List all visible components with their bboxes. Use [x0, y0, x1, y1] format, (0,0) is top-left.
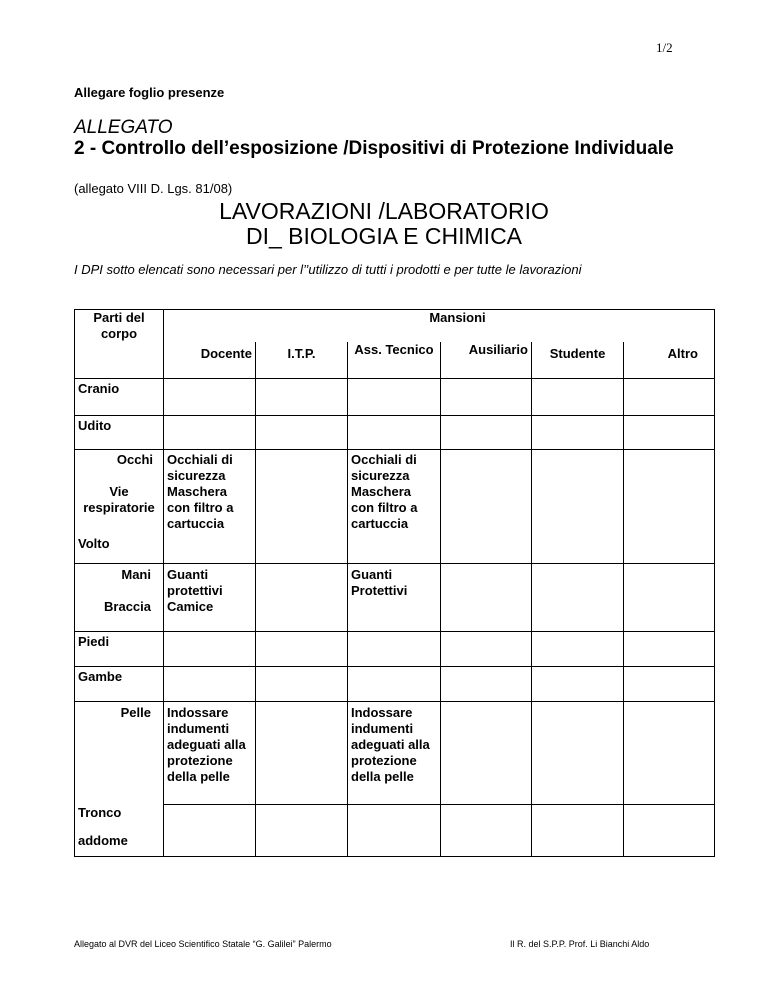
docente-dpi-occhi-vie: Occhiali di sicurezza Maschera con filtro a cartuccia: [164, 449, 256, 532]
ass-dpi-mani: Guanti Protettivi: [348, 564, 441, 632]
header-docente: Docente: [164, 342, 256, 378]
docente-dpi-mani-braccia: Guanti protettivi Camice: [164, 564, 256, 632]
row-label-volto: Volto: [75, 532, 164, 564]
intro-note: I DPI sotto elencati sono necessari per l’’utilizzo di tutti i prodotti e per tutte le lavorazioni: [74, 262, 582, 277]
header-body-parts: Parti del corpo: [75, 310, 164, 343]
row-label-braccia: Braccia: [104, 599, 151, 614]
row-label-piedi: Piedi: [75, 632, 164, 667]
ass-dpi-occhi-vie: Occhiali di sicurezza Maschera con filtro a cartuccia: [348, 449, 441, 532]
header-itp: I.T.P.: [256, 342, 348, 378]
law-reference: (allegato VIII D. Lgs. 81/08): [74, 181, 233, 196]
row-label-pelle: Pelle: [75, 702, 164, 805]
ass-dpi-pelle: Indossare indumenti adeguati alla protezione della pelle: [348, 702, 441, 805]
header-studente: Studente: [532, 342, 624, 378]
header-ausiliario: Ausiliario: [441, 342, 532, 378]
footer-left: Allegato al DVR del Liceo Scientifico Statale “G. Galilei” Palermo: [74, 939, 332, 949]
row-label-addome: addome: [78, 832, 128, 848]
heading-line-2: DI_ BIOLOGIA E CHIMICA: [245, 223, 523, 249]
row-label-vie-respiratorie: Vie respiratorie: [83, 483, 155, 515]
attach-note: Allegare foglio presenze: [74, 85, 225, 100]
row-label-occhi: Occhi: [116, 451, 153, 467]
dpi-table: [74, 309, 715, 857]
header-mansioni: Mansioni: [164, 310, 715, 343]
header-ass-tecnico: Ass. Tecnico: [348, 342, 441, 378]
page-number: 1/2: [656, 40, 673, 55]
row-label-tronco: Tronco: [78, 804, 122, 820]
row-label-cranio: Cranio: [75, 378, 164, 415]
row-label-gambe: Gambe: [75, 667, 164, 702]
allegato-label: ALLEGATO: [74, 117, 173, 138]
row-label-mani: Mani: [121, 567, 151, 582]
row-label-udito: Udito: [75, 415, 164, 449]
header-altro: Altro: [624, 342, 715, 378]
heading-line-1: LAVORAZIONI /LABORATORIO: [219, 198, 549, 224]
footer-right: Il R. del S.P.P. Prof. Li Bianchi Aldo: [510, 939, 650, 949]
main-title: 2 - Controllo dell’esposizione /Dispositivi di Protezione Individuale: [74, 138, 674, 159]
docente-dpi-pelle: Indossare indumenti adeguati alla protezione della pelle: [164, 702, 256, 805]
